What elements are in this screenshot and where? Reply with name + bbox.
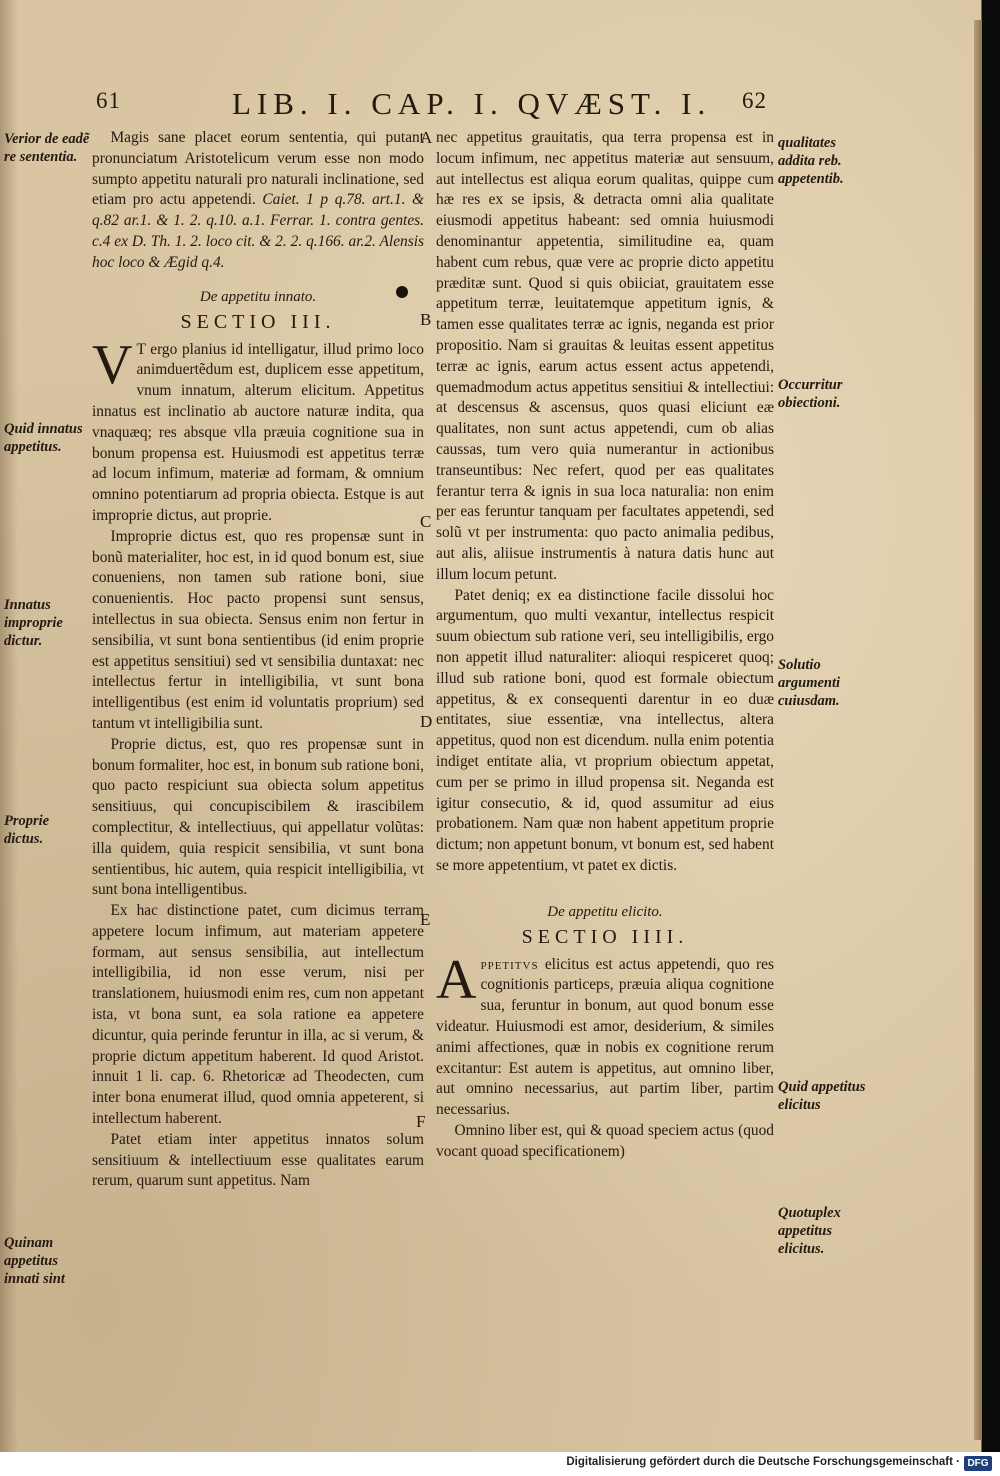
left-para-1-references: Caiet. 1 p q.78. art.1. & q.82 ar.1. & 1. 2. q.10. a.1. Ferrar. 1. contra gentes. c.4 ex D. Th. 1. 2. loco cit. & 2. 2. q.166. ar.2. Alensis hoc loco & Ægid q.4. [92, 191, 424, 271]
left-para-1-text: Magis sane placet eorum sententia, qui putant pronunciatum Aristotelicum verum esse non modo sumpto appetitu naturali pro naturali inclinatione, sed etiam pro actu appetendi. [92, 129, 424, 209]
dropcap-a: A [436, 948, 477, 1011]
margin-note-right-5: Quotuplex appetitus elicitus. [778, 1205, 841, 1257]
left-para-6: Patet etiam inter appetitus innatos solum sensitiuum & intellectiuum esse qualitates earum rerum, quarum sunt appetitus. Nam [92, 1130, 424, 1190]
right-para-2: Patet deniq; ex ea distinctione facile dissolui hoc argumentum, quo multi vexantur, intellectus respicit suum obiectum sub ratione veri, seu intelligibilis, ergo non appetit illud naturaliter: alioqui respiceret quoq; illud sub ratione boni, quod est formale obiectum appetitus, & ex consequenti darentur in eo duæ entitates, siue essentiæ, vna intellectus, altera appetitus, quod non est dicendum. nulla enim potentia indiget entitate alia, vt proprium obiectum appetat, cum per se primo in illud propensa sit. Neganda est igitur consecutio, & id, quod assumitur ad eius probationem. Nam quæ non habent appetitum proprie dictum; non appetunt bonum, vt bonum est, sed habent se more appetentium, vt patet ex dictis. [436, 586, 774, 874]
margin-note-right-2: Occurritur obiectioni. [778, 377, 843, 411]
right-para-3-smallcaps: ppetitvs [480, 955, 539, 973]
section-marker-a: A [420, 128, 433, 147]
section-marker-b: B [420, 310, 432, 329]
section-title-3: SECTIO III. [180, 310, 336, 333]
margin-note-right-3: Solutio argumenti cuiusdam. [778, 657, 841, 709]
margin-note-left-2: Quid innatus appetitus. [4, 421, 83, 455]
margin-note-left-5: Quinam appetitus innati sint [4, 1235, 65, 1287]
subheading-innate: De appetitu innato. [199, 288, 317, 305]
left-para-5: Ex hac distinctione patet, cum dicimus terram appetere locum infimum, aut materiam appetere formam, aut sensus sensibilia, aut intellectum intelligibilia, id non esse verum, nisi per translationem, huiusmodi enim res, cum non appetant ista, vt bona sunt, ea sola ratione ea appetere dicuntur, quia perinde feruntur in illa, ac si verum, & proprie dictum appetitum haberent. Id quod Aristot. innuit 1 li. cap. 6. Rhetoricæ ad Theodecten, cum inter bona enumerat illud, quod omnia appeterent, si intellectum haberent. [92, 902, 424, 1128]
ink-dot [396, 286, 408, 298]
margin-note-left-3: Innatus improprie dictur. [4, 597, 63, 649]
section-marker-c: C [420, 512, 432, 531]
margin-note-left-1: Verior de eadẽ re sententia. [4, 131, 90, 165]
left-para-4: Proprie dictus, est, quo res propensæ sunt in bonum formaliter, hoc est, in bonum sub ratione boni, quo pacto respiciunt sua obiecta solum appetitus sensitiuus, qui concupiscibilem & irascibilem complectitur, & intellectiuus, qui appellatur volũtas: illa quidem, quia respicit sensibilia, vt sunt bona sentientibus, hic autem, quia respicit intelligibilia, vt sunt bona intelligentibus. [92, 735, 424, 899]
margin-note-right-1: qualitates addita reb. appetentib. [778, 135, 844, 187]
footer-credit: Digitalisierung gefördert durch die Deutsche Forschungsgemeinschaft · [566, 1456, 960, 1468]
left-column [92, 128, 424, 1192]
margin-note-right-4: Quid appetitus elicitus [778, 1079, 866, 1113]
folio-right: 62 [742, 88, 767, 113]
right-para-3 [436, 948, 774, 1121]
page-edge [974, 20, 982, 1440]
footer-band [0, 1452, 1000, 1476]
section-title-4: SECTIO IIII. [521, 925, 689, 948]
left-para-1 [92, 128, 424, 274]
section-marker-e: E [420, 910, 431, 929]
left-para-2-text: T ergo planius id intelligatur, illud primo loco animduertẽdum est, duplicem esse appetitum, vnum innatum, alterum elicitum. Appetitus innatus est inclinatio ab auctore naturæ indita, qua vnaquæq; res absque vlla præuia cognitione sua in bonum propensa est. Huiusmodi est appetitus terræ ad locum infimum, materiæ ad formam, & omnium omnino potentiarum ad propria obiecta. Estque is aut improprie dictus, aut proprie. [92, 340, 424, 524]
margin-note-left-4: Proprie dictus. [4, 813, 50, 847]
right-para-3-text: elicitus est actus appetendi, quo res cognitionis particeps, præuia aliqua cognitione sua, feruntur in bonum, aut quod bonum esse videatur. Huiusmodi est amor, desiderium, & similes animi affectiones, quæ in nobis ex cognitione rerum excitantur: Est autem is appetitus, aut omnino liber, aut omnino necessarius, aut partim liber, partim necessarius. [436, 955, 774, 1119]
running-title: LIB. I. CAP. I. QVÆST. I. [232, 86, 712, 121]
right-column [436, 128, 774, 1163]
subheading-elicited: De appetitu elicito. [547, 903, 663, 920]
folio-left: 61 [96, 88, 121, 113]
section-marker-d: D [420, 712, 433, 731]
right-para-4: Omnino liber est, qui & quoad speciem actus (quod vocant quoad specificationem) [436, 1122, 774, 1160]
dropcap-v: V [92, 333, 133, 396]
left-para-2 [92, 333, 424, 527]
section-marker-f: F [416, 1112, 426, 1131]
right-para-1: nec appetitus grauitatis, qua terra propensa est in locum infimum, nec appetitus materiæ aut sensuum, aut intellectus est aliqua eorum qualitas, quippe cum hæ res ex se ipsis, & detracta omni alia qualitate eiusmodi appetitus habeant: sed omnia huiusmodi denominantur appetentia, similitudine ea, quam habent cum rebus, quæ vere ac proprie dicto appetitu præditæ sunt. Quod si quis obiiciat, grauitatem esse appetitum terræ, leuitatemque appetitum ignis, & tamen esse qualitates terræ ac ignis, neganda est prior propositio. Nam si grauitas & leuitas essent appetitus terræ ac ignis, earum actus essent actus appetendi, quemadmodum actus appetitus sensitiui & intellectiui: at descensus & ascensus, quos quasi eliciunt eæ qualitates, non sunt actus appetendi, cum ob alias caussas, tum vero quia numerantur in actionibus transeuntibus: Nec refert, quod per eas qualitates ferantur terra & ignis in sua loca naturalia: non enim per eas feruntur tanquam per facultates appetendi, sed solũ vt per instrumenta: quo pacto animalia pedibus, aut alis, aliisue instrumentis à natura datis hunc aut illum locum petunt. [436, 129, 774, 583]
dfg-logo: DFG [964, 1456, 992, 1471]
left-para-3: Improprie dictus est, quo res propensæ sunt in bonũ materialiter, hoc est, in id quod bonum est, siue conueniens, non tamen sub ratione boni, siue conuenientis. Hoc pacto propensi sunt sensus, intellectus in sua obiecta. Sensus enim non fertur in sensibilia, vt sunt bona sentientibus (id enim proprie est appetitus sensitiui) sed vt sensibilia duntaxat: nec intellectus fertur in intelligibilia, vt sunt bona intelligentibus (est enim id voluntatis proprium) sed tantum vt intelligibilia sunt. [92, 527, 424, 732]
page-header [0, 86, 982, 122]
